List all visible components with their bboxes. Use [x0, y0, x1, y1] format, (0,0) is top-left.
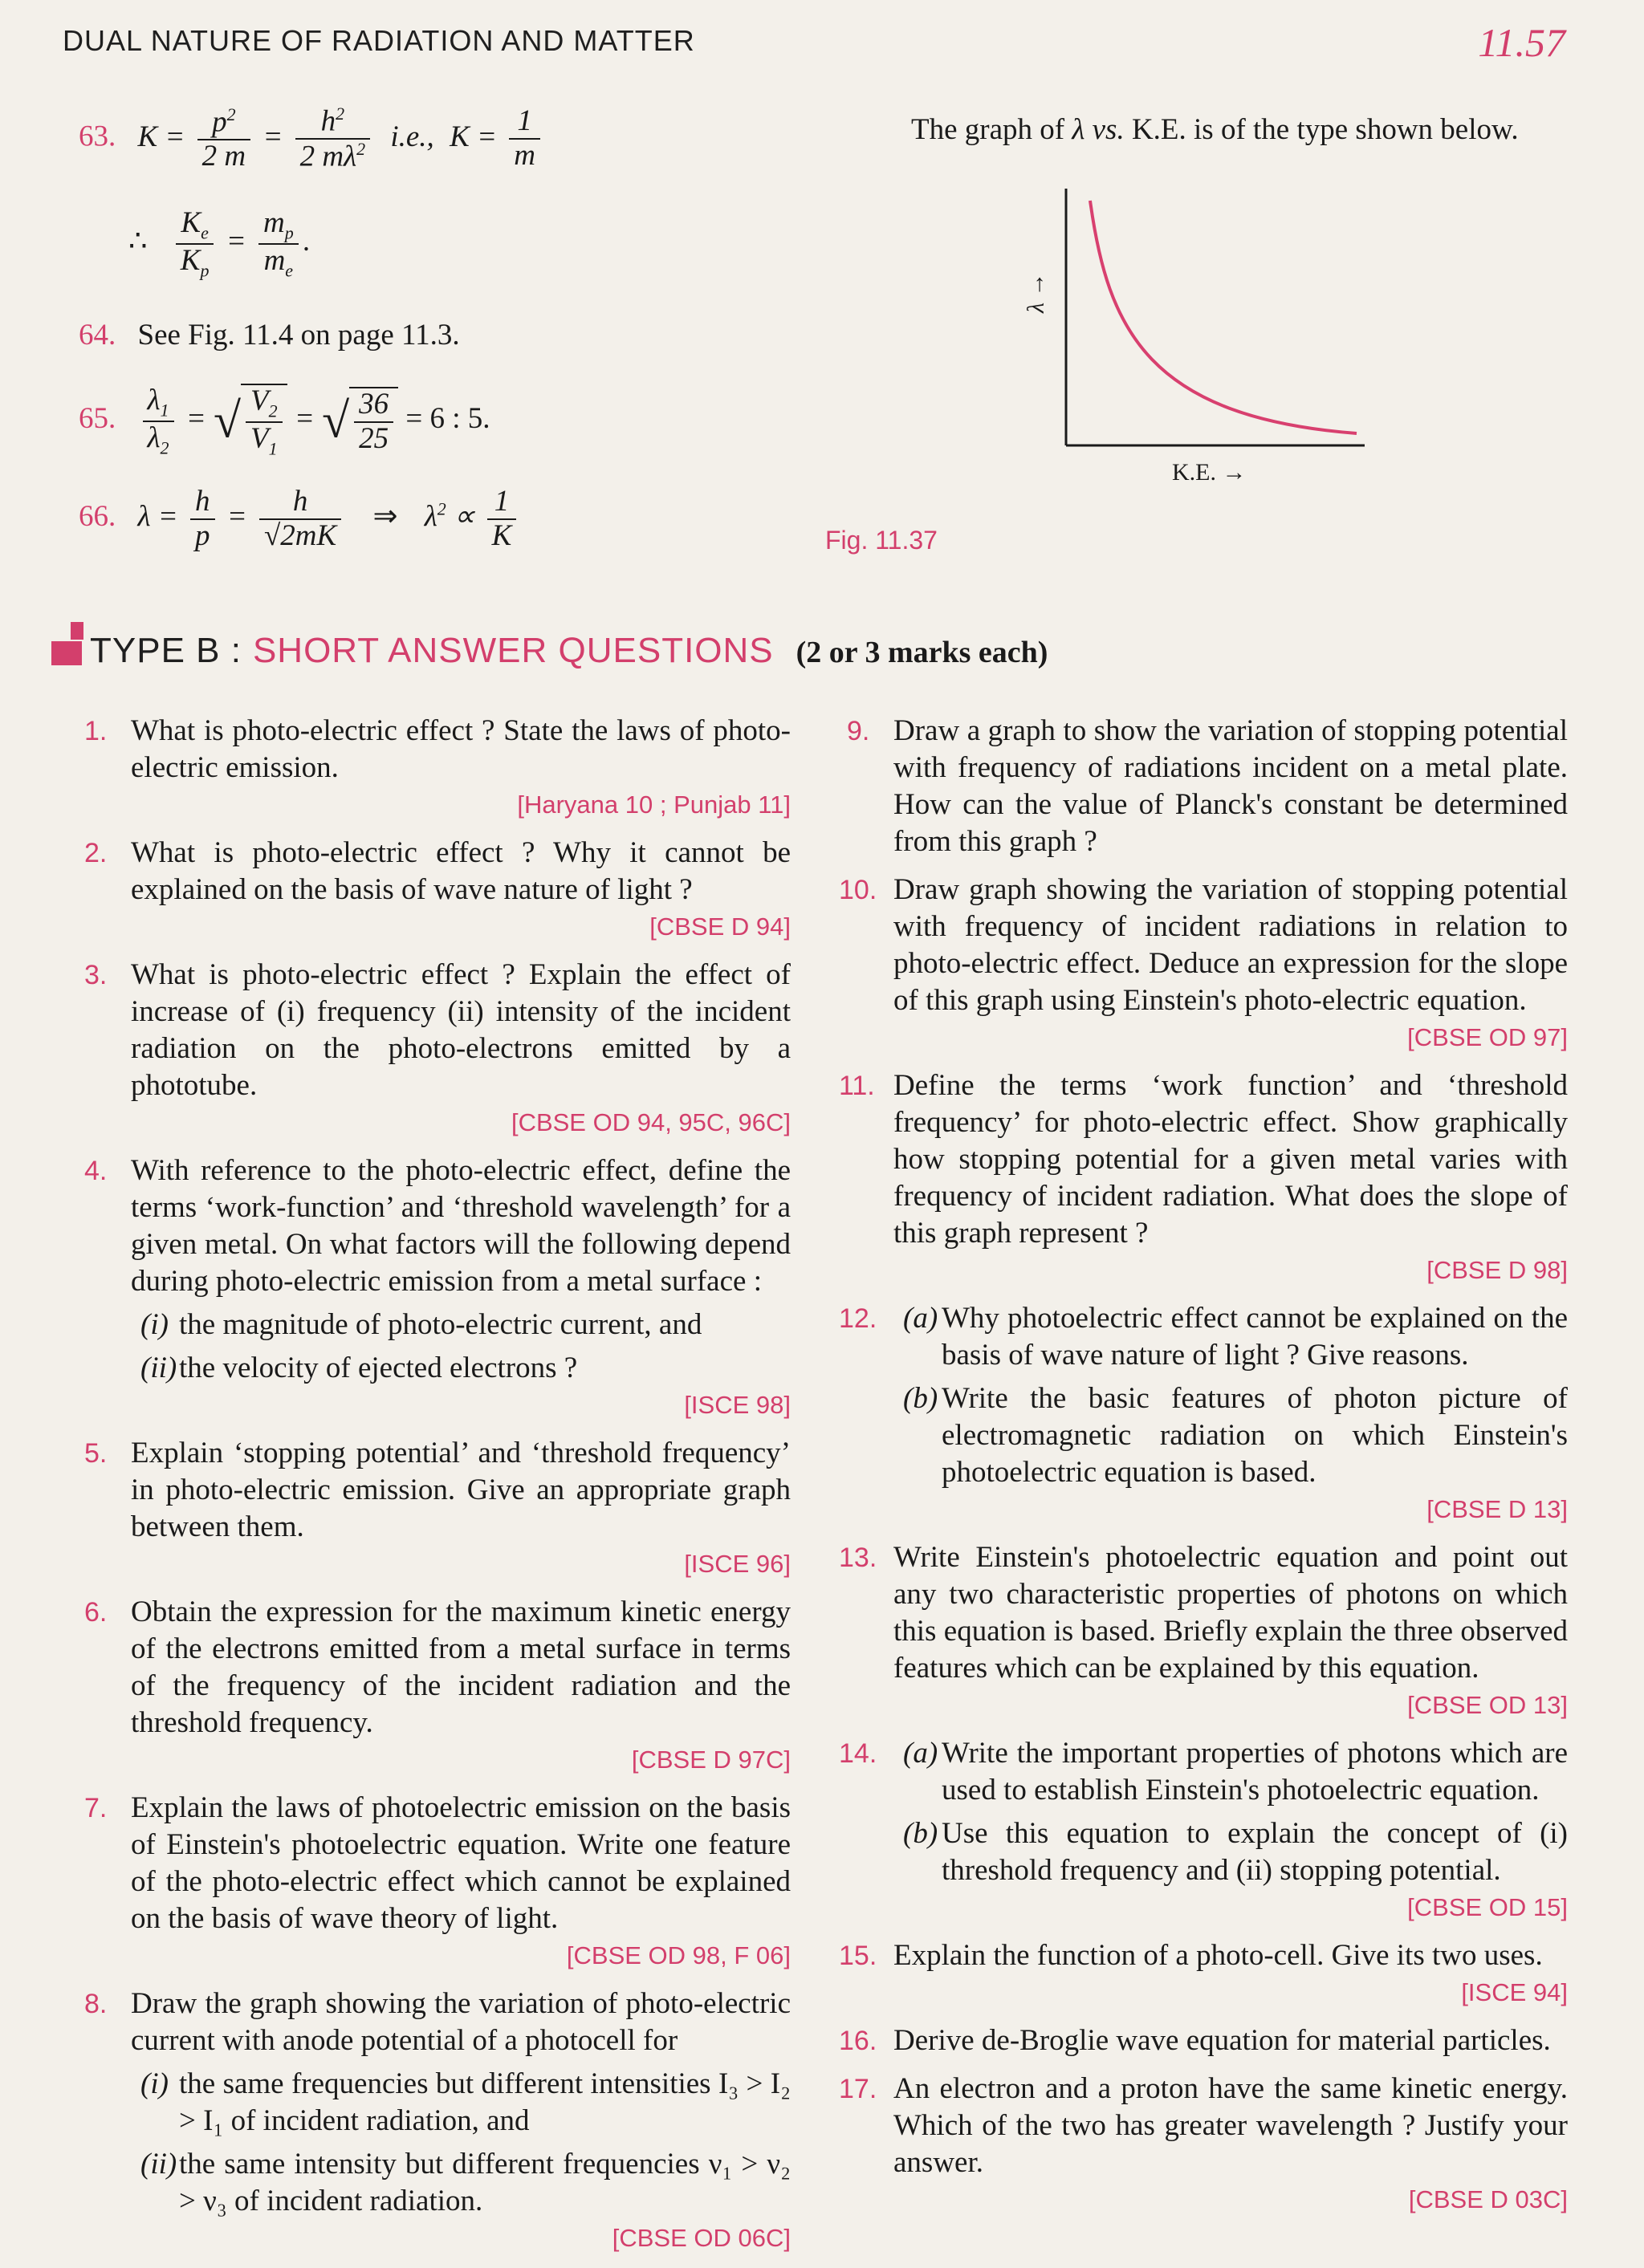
exam-reference: [CBSE D 98] [1426, 1256, 1568, 1284]
question-number: 15. [839, 1941, 877, 1971]
question-number: 7. [84, 1793, 108, 1823]
question-number: 17. [839, 2074, 877, 2104]
caption-part: K.E. is of the type shown below. [1124, 113, 1519, 146]
right-question-column [839, 713, 1568, 2229]
exam-reference: [ISCE 96] [684, 1550, 791, 1578]
question-item [839, 1067, 1568, 1289]
question-number: 10. [839, 875, 877, 905]
answer-64 [79, 318, 460, 352]
question-item [839, 2022, 1568, 2059]
sub-question-label: (b) [903, 1382, 938, 1415]
question-text: What is photo-electric effect ? Why it cannot be explained on the basis of wave nature of light ? [131, 836, 791, 906]
exam-reference: [CBSE D 13] [1426, 1495, 1568, 1523]
sub-question-label: (ii) [140, 2148, 177, 2181]
answer-63-ratio: ∴ $\frac{K_e}{K_p}$ = $\frac{m_p}{m_e}$ . [128, 206, 311, 280]
question-item [84, 713, 791, 823]
sub-question [893, 1815, 1568, 1889]
sub-question-label: (ii) [140, 1351, 177, 1384]
sub-question [131, 1307, 791, 1343]
chapter-title: DUAL NATURE OF RADIATION AND MATTER [63, 24, 695, 57]
question-number: 16. [839, 2026, 877, 2056]
answer-number: 63. [79, 120, 116, 153]
exam-reference: [Haryana 10 ; Punjab 11] [517, 791, 791, 819]
question-text: Draw a graph to show the variation of stopping potential with frequency of radiations incident on a metal plate. How can the value of Planck's constant be determined from this graph ? [893, 714, 1568, 858]
caption-vs: vs. [1084, 113, 1125, 146]
question-number: 5. [84, 1438, 108, 1469]
question-item [84, 1152, 791, 1424]
question-number: 2. [84, 838, 108, 868]
question-item [847, 713, 1568, 860]
question-item [839, 1300, 1568, 1528]
answer-number: 65. [79, 402, 116, 436]
question-item [839, 1735, 1568, 1926]
question-number: 6. [84, 1597, 108, 1628]
question-item [84, 1986, 791, 2257]
exam-reference: [CBSE OD 06C] [612, 2224, 791, 2252]
sub-question-text: Write the important properties of photons which are used to establish Einstein's photoelectric equation. [942, 1737, 1568, 1807]
therefore-symbol: ∴ [128, 225, 148, 258]
exam-reference: [CBSE OD 13] [1407, 1691, 1568, 1719]
exam-reference: [CBSE OD 94, 95C, 96C] [511, 1108, 791, 1136]
exam-reference: [ISCE 94] [1461, 1978, 1568, 2006]
x-axis-label: K.E. → [1172, 459, 1247, 486]
ie-text: i.e., [390, 120, 434, 153]
sub-question-text: the same intensity but different frequencies ν₁ > ν₂ > ν₃ of incident radiation. [179, 2148, 791, 2217]
answer-65: 65. $\frac{\lambda_1}{\lambda_2}$ = √ $\frac{V_2}{V_1}$ = √ $\frac{36}{25}$ = 6 : 5. [79, 384, 490, 458]
question-item [839, 1937, 1568, 2011]
question-text: Draw graph showing the variation of stopping potential with frequency of incident radiations in relation to photo-electric effect. Deduce an expression for the slope of this graph using Einstein's photo-electric equation. [893, 873, 1568, 1017]
caption-part: The graph of [911, 113, 1072, 146]
sub-question [893, 1380, 1568, 1491]
answer-65-result: = 6 : 5. [405, 402, 490, 436]
question-item [84, 1435, 791, 1583]
section-type: TYPE B : [90, 631, 242, 670]
question-item [839, 872, 1568, 1056]
question-number: 11. [839, 1071, 875, 1101]
question-number: 14. [839, 1738, 877, 1769]
question-item [84, 835, 791, 945]
left-question-column [84, 713, 791, 2268]
section-heading [51, 631, 1048, 671]
question-number: 9. [847, 716, 870, 746]
question-text: What is photo-electric effect ? State the laws of photo-electric emission. [131, 714, 791, 784]
equation-63: K = $\frac{p^2}{2 m}$ = $\frac{h^2}{2 m\lambda^2}$ [138, 120, 383, 153]
exam-reference: [CBSE D 03C] [1408, 2185, 1568, 2213]
question-number: 8. [84, 1989, 108, 2019]
equation-63b: K = $\frac{1}{m}$ [450, 120, 545, 153]
question-text: Write Einstein's photoelectric equation and point out any two characteristic properties of photons on which this equation is based. Briefly explain the three observed features which can be explained by this equation. [893, 1541, 1568, 1685]
question-text: Explain the laws of photoelectric emission on the basis of Einstein's photoelectric equation. Write one feature of the photo-electric effect which cannot be explained on the basis of wave theory of light. [131, 1791, 791, 1935]
y-axis-label: λ → [1023, 272, 1049, 313]
question-text: What is photo-electric effect ? Explain the effect of increase of (i) frequency (ii) intensity of the incident radiation on the photo-electrons emitted by a phototube. [131, 958, 791, 1102]
question-item [839, 1539, 1568, 1724]
sub-question-label: (a) [903, 1302, 938, 1335]
sub-question-label: (b) [903, 1817, 938, 1850]
question-item [84, 957, 791, 1141]
exam-reference: [CBSE D 94] [649, 912, 791, 941]
question-item [84, 1594, 791, 1778]
answer-64-text: See Fig. 11.4 on page 11.3. [137, 319, 460, 352]
question-number: 12. [839, 1303, 877, 1334]
exam-reference: [CBSE OD 97] [1407, 1023, 1568, 1051]
figure-label: Fig. 11.37 [825, 526, 938, 555]
sub-question-text: the velocity of ejected electrons ? [179, 1351, 578, 1384]
section-title: SHORT ANSWER QUESTIONS [252, 631, 774, 670]
sub-question-text: Why photoelectric effect cannot be explained on the basis of wave nature of light ? Give reasons. [942, 1302, 1568, 1372]
question-text: Define the terms ‘work function’ and ‘threshold frequency’ for photo-electric effect. Show graphically how stopping potential for a given metal varies with frequency of incident radiation. What does the slope of this graph represent ? [893, 1069, 1568, 1250]
sub-question-label: (i) [140, 2067, 169, 2100]
question-item [839, 2071, 1568, 2218]
section-marker-icon [51, 641, 82, 665]
hyperbolic-curve [1090, 201, 1357, 433]
sub-question [131, 2066, 791, 2140]
exam-reference: [ISCE 98] [684, 1391, 791, 1419]
question-number: 3. [84, 960, 108, 990]
sub-question-text: Write the basic features of photon picture of electromagnetic radiation on which Einstein's photoelectric equation is based. [942, 1382, 1568, 1489]
implies-symbol: ⇒ [372, 500, 398, 534]
question-text: An electron and a proton have the same kinetic energy. Which of the two has greater wavelength ? Justify your answer. [893, 2072, 1568, 2179]
sub-question [893, 1735, 1568, 1809]
exam-reference: [CBSE D 97C] [631, 1746, 791, 1774]
question-text: Explain the function of a photo-cell. Give its two uses. [893, 1939, 1543, 1972]
question-item [84, 1790, 791, 1974]
question-text: Draw the graph showing the variation of photo-electric current with anode potential of a photocell for [131, 1987, 791, 2057]
question-number: 1. [84, 716, 108, 746]
sub-question-label: (i) [140, 1308, 169, 1341]
answer-63 [79, 104, 545, 173]
section-marks: (2 or 3 marks each) [796, 636, 1048, 669]
question-text: Obtain the expression for the maximum kinetic energy of the electrons emitted from a metal surface in terms of the frequency of the incident radiation and the threshold frequency. [131, 1595, 791, 1739]
sub-question-text: the same frequencies but different intensities I₃ > I₂ > I₁ of incident radiation, and [179, 2067, 791, 2137]
graph-caption [911, 112, 1519, 147]
caption-lambda: λ [1072, 113, 1085, 146]
question-text: Explain ‘stopping potential’ and ‘threshold frequency’ in photo-electric emission. Give an appropriate graph between them. [131, 1437, 791, 1543]
sub-question-text: the magnitude of photo-electric current, and [179, 1308, 702, 1341]
question-number: 13. [839, 1542, 877, 1573]
question-text: With reference to the photo-electric effect, define the terms ‘work-function’ and ‘threshold wavelength’ for a given metal. On what factors will the following depend during photo-electric emission from a metal surface : [131, 1154, 791, 1298]
sub-question [131, 2146, 791, 2220]
answer-number: 66. [79, 500, 116, 534]
lambda-vs-ke-graph [1019, 177, 1381, 498]
sub-question [131, 1350, 791, 1387]
sub-question-text: Use this equation to explain the concept of (i) threshold frequency and (ii) stopping potential. [942, 1817, 1568, 1887]
page-number: 11.57 [1478, 20, 1565, 65]
answer-number: 64. [79, 319, 116, 352]
question-number: 4. [84, 1156, 108, 1186]
exam-reference: [CBSE OD 15] [1407, 1893, 1568, 1921]
sub-question [893, 1300, 1568, 1374]
question-text: Derive de-Broglie wave equation for material particles. [893, 2024, 1551, 2057]
answer-66: 66. λ = $\frac{h}{p}$ = $\frac{h}{√2mK}$ ⇒ $\lambda^2$ ∝ $\frac{1}{K}$ [79, 486, 521, 552]
sub-question-label: (a) [903, 1737, 938, 1770]
exam-reference: [CBSE OD 98, F 06] [566, 1941, 791, 1969]
